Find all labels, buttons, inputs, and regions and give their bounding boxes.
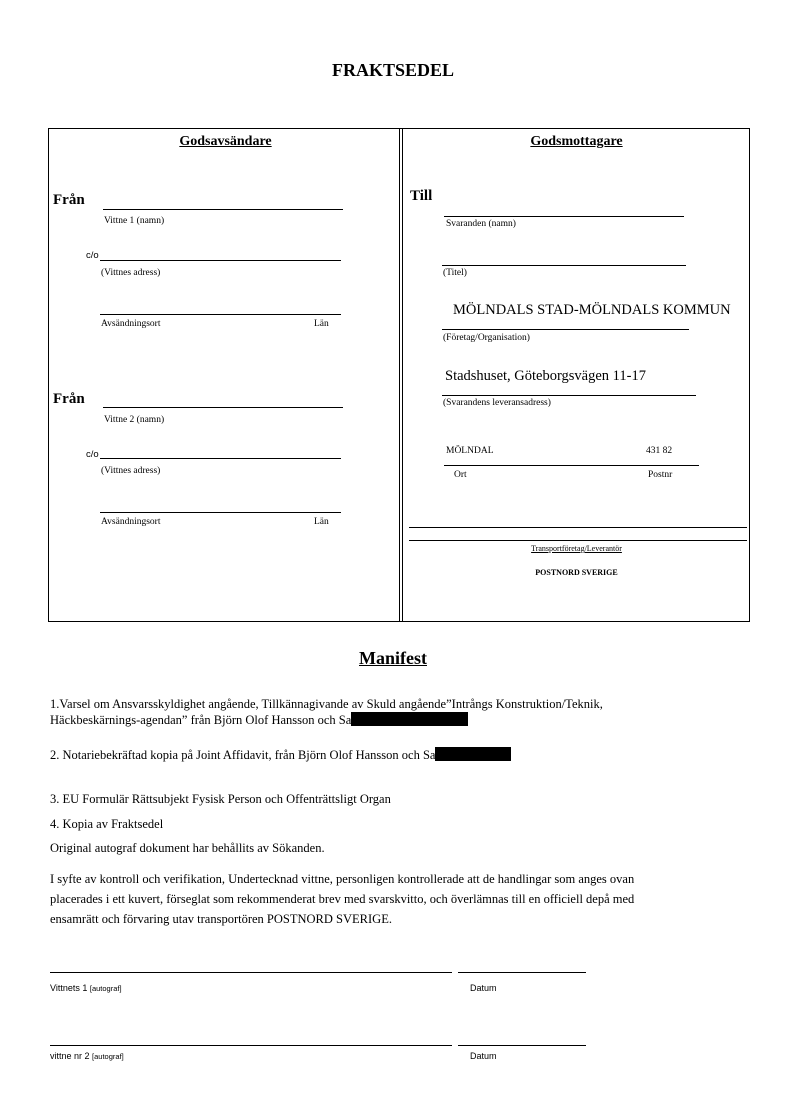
signature-label-1-note: [autograf] [89,984,122,993]
manifest-item-2: 2. Notariebekräftad kopia på Joint Affidavit, från Björn Olof Hansson och Sa [50,748,436,762]
postcode-label: Postnr [648,470,673,480]
city-label: Ort [454,470,467,480]
control-paragraph-line-3: ensamrätt och förvaring utav transportören POSTNORD SVERIGE. [50,912,392,926]
redaction-bar [435,747,511,761]
recipient-to-label: Till [410,188,433,204]
witness1-name-line [103,209,343,210]
city-postcode-line [444,465,699,466]
respondent-name-line [444,216,684,217]
sender1-place-line [100,314,341,315]
manifest-item-1-line-2: Häckbeskärnings-agendan” från Björn Olof Hansson och Sa [50,713,352,727]
control-paragraph-line-2: placerades i ett kuvert, förseglat som rekommenderat brev med svarskvitto, och överlämnas till en officiell depå med [50,892,635,906]
carrier-line-upper [409,527,747,528]
manifest-item-1-line-1: 1.Varsel om Ansvarsskyldighet angående, Tillkännagivande av Skuld angående”Intrångs Konstruktion/Teknik, [50,697,603,711]
sender-from-label-1: Från [53,192,85,208]
witness2-address-label: (Vittnes adress) [101,466,161,476]
witness1-name-label: Vittne 1 (namn) [104,216,165,226]
manifest-heading: Manifest [359,648,427,668]
date-line-2 [458,1045,586,1046]
witness1-address-line [100,260,341,261]
respondent-name-label: Svaranden (namn) [446,219,516,229]
signature-label-2 [50,1051,124,1061]
recipient-heading: Godsmottagare [530,134,623,149]
signature-line-2 [50,1045,452,1046]
sender1-place-label: Avsändningsort [101,319,161,329]
sender-from-label-2: Från [53,391,85,407]
witness2-address-line [100,458,341,459]
sender2-place-line [100,512,341,513]
delivery-address-line [442,395,696,396]
date-line-1 [458,972,586,973]
manifest-item-2-wrap [50,747,511,763]
carrier-label: Transportföretag/Leverantör [531,544,622,553]
city-value: MÖLNDAL [446,446,494,456]
manifest-item-3: 3. EU Formulär Rättsubjekt Fysisk Person och Offenträttsligt Organ [50,792,391,806]
respondent-title-line [442,265,686,266]
signature-label-1 [50,983,122,993]
sender2-county-label: Län [314,517,329,527]
organisation-line [442,329,689,330]
witness1-co-label: c/o [86,250,99,261]
signature-line-1 [50,972,452,973]
organisation-value: MÖLNDALS STAD-MÖLNDALS KOMMUN [453,302,731,318]
postcode-value: 431 82 [646,446,673,456]
control-paragraph-line-1: I syfte av kontroll och verifikation, Undertecknad vittne, personligen kontrollerade att de handlingar som anges ovan [50,872,635,886]
date-label-2: Datum [470,1051,497,1061]
redaction-bar [351,712,468,726]
sender2-place-label: Avsändningsort [101,517,161,527]
manifest-item-1-line-2-wrap [50,712,468,728]
carrier-line-lower [409,540,747,541]
carrier-value: POSTNORD SVERIGE [535,568,618,577]
delivery-address-value: Stadshuset, Göteborgsvägen 11-17 [445,368,646,384]
sender1-county-label: Län [314,319,329,329]
witness2-name-label: Vittne 2 (namn) [104,415,165,425]
original-note: Original autograf dokument har behållits av Sökanden. [50,841,325,855]
organisation-label: (Företag/Organisation) [443,333,530,343]
signature-label-2-main: vittne nr 2 [50,1051,90,1061]
signature-label-1-main: Vittnets 1 [50,983,88,993]
respondent-title-label: (Titel) [443,268,467,278]
date-label-1: Datum [470,983,497,993]
witness1-address-label: (Vittnes adress) [101,268,161,278]
document-title: FRAKTSEDEL [331,60,455,80]
manifest-item-4: 4. Kopia av Fraktsedel [50,817,164,831]
witness2-name-line [103,407,343,408]
signature-label-2-note: [autograf] [92,1052,124,1061]
witness2-co-label: c/o [86,449,99,460]
delivery-address-label: (Svarandens leveransadress) [443,398,551,408]
sender-heading: Godsavsändare [179,134,272,149]
